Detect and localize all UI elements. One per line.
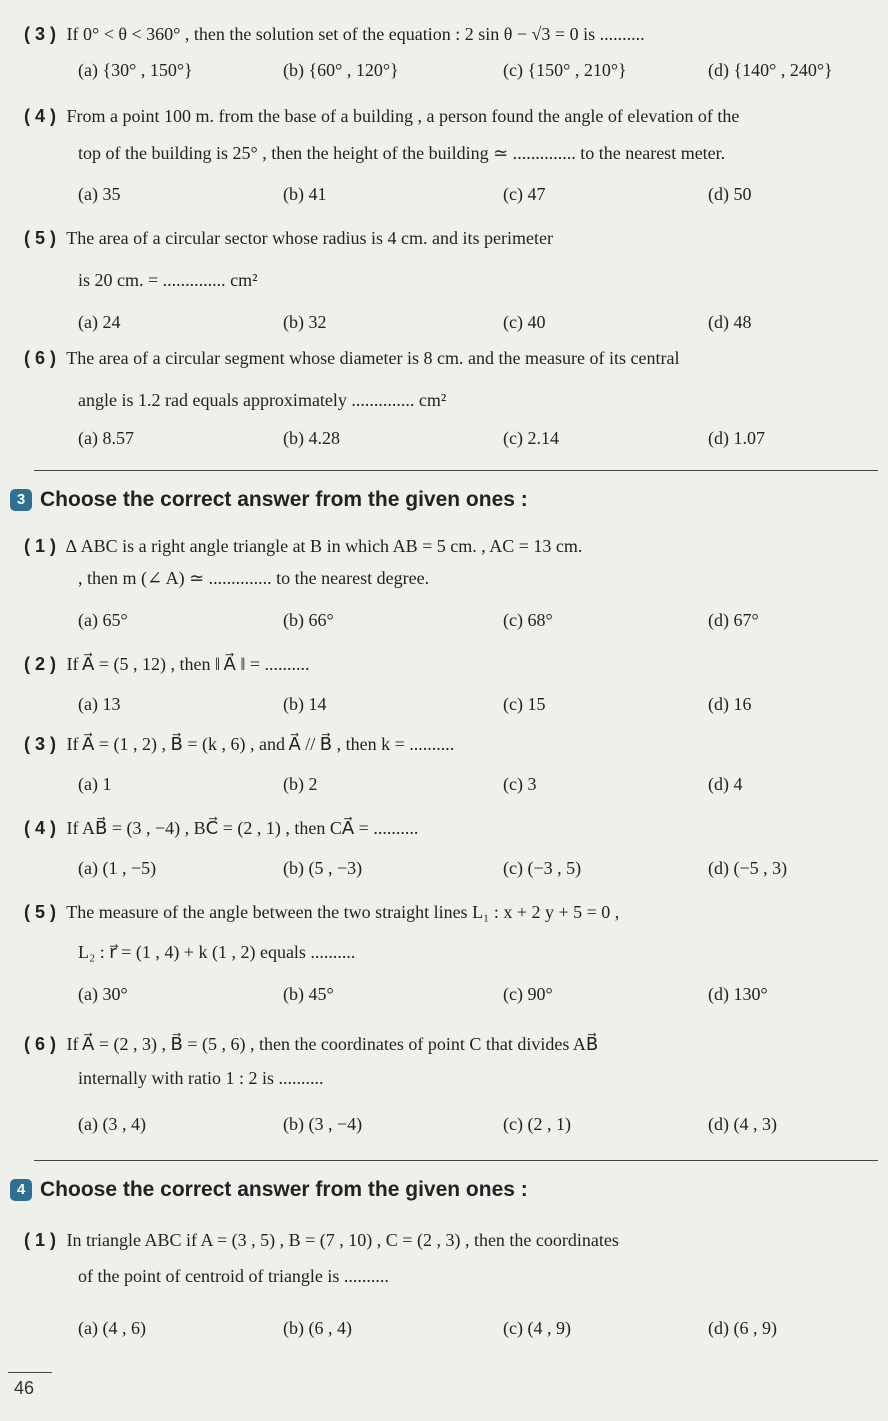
option-c[interactable]: (c) 47 [503,184,546,204]
option-c[interactable]: (c) (4 , 9) [503,1318,571,1338]
options-row [78,1114,878,1144]
option-a[interactable]: (a) {30° , 150°} [78,60,193,80]
section-badge: 3 [10,489,32,511]
s3-question-1 [24,528,884,564]
option-b[interactable]: (b) 66° [283,610,334,630]
question-number: ( 4 ) [24,106,57,126]
option-c[interactable]: (c) 2.14 [503,428,559,448]
question-text-continued: of the point of centroid of triangle is .......... [78,1266,389,1286]
question-text: In triangle ABC if A = (3 , 5) , B = (7 , 10) , C = (2 , 3) , then the coordinates [66,1230,619,1250]
option-a[interactable]: (a) 30° [78,984,128,1004]
option-c[interactable]: (c) (2 , 1) [503,1114,571,1134]
options-row [78,694,878,724]
s3-question-4 [24,810,884,846]
question-5 [24,220,884,256]
question-text-continued: angle is 1.2 rad equals approximately .............. cm² [78,390,447,410]
question-3 [24,16,884,52]
s4-question-1 [24,1222,884,1258]
question-4 [24,98,884,134]
option-c[interactable]: (c) 68° [503,610,553,630]
question-number: ( 2 ) [24,654,57,674]
question-number: ( 3 ) [24,24,57,44]
question-number: ( 5 ) [24,228,57,248]
section-badge: 4 [10,1179,32,1201]
question-text: If A⃗ = (5 , 12) , then ‖ A⃗ ‖ = .......... [66,654,310,674]
options-row [78,984,878,1014]
section-divider [34,1160,878,1161]
option-b[interactable]: (b) 4.28 [283,428,340,448]
question-text: If A⃗ = (2 , 3) , B⃗ = (5 , 6) , then the coordinates of point C that divides AB⃗ [66,1034,599,1054]
options-row [78,774,878,804]
question-text-continued: L₂ : r⃗ = (1 , 4) + k (1 , 2) equals .......... [78,942,356,962]
question-number: ( 6 ) [24,1034,57,1054]
page-number-rule [8,1372,52,1373]
options-row [78,428,878,458]
option-a[interactable]: (a) (4 , 6) [78,1318,146,1338]
option-c[interactable]: (c) (−3 , 5) [503,858,582,878]
question-text-continued: , then m (∠ A) ≃ .............. to the nearest degree. [78,568,430,588]
question-text-continued: top of the building is 25° , then the height of the building ≃ .............. to the nearest meter. [78,143,726,163]
option-b[interactable]: (b) 45° [283,984,334,1004]
option-d[interactable]: (d) 130° [708,984,768,1004]
option-b[interactable]: (b) 2 [283,774,318,794]
question-text: Δ ABC is a right angle triangle at B in which AB = 5 cm. , AC = 13 cm. [65,536,583,556]
options-row [78,184,878,214]
section-3-heading [10,488,528,512]
question-number: ( 6 ) [24,348,57,368]
s3-question-2 [24,646,884,682]
question-number: ( 3 ) [24,734,57,754]
question-number: ( 4 ) [24,818,57,838]
option-c[interactable]: (c) {150° , 210°} [503,60,627,80]
question-number: ( 1 ) [24,1230,57,1250]
option-c[interactable]: (c) 40 [503,312,546,332]
option-b[interactable]: (b) 41 [283,184,327,204]
option-a[interactable]: (a) 1 [78,774,112,794]
s3-question-3 [24,726,884,762]
option-d[interactable]: (d) 16 [708,694,752,714]
options-row [78,610,878,640]
options-row [78,312,878,342]
question-number: ( 1 ) [24,536,57,556]
question-text: The measure of the angle between the two straight lines L₁ : x + 2 y + 5 = 0 , [66,902,620,922]
option-a[interactable]: (a) 13 [78,694,121,714]
options-row [78,1318,878,1348]
question-text: If 0° < θ < 360° , then the solution set of the equation : 2 sin θ − √3 = 0 is .......... [66,24,645,44]
option-d[interactable]: (d) 67° [708,610,759,630]
option-a[interactable]: (a) (1 , −5) [78,858,157,878]
question-6 [24,340,884,376]
option-a[interactable]: (a) (3 , 4) [78,1114,146,1134]
question-text: The area of a circular segment whose diameter is 8 cm. and the measure of its central [66,348,680,368]
page-number: 46 [14,1378,35,1398]
question-text-continued: is 20 cm. = .............. cm² [78,270,258,290]
option-c[interactable]: (c) 90° [503,984,553,1004]
option-d[interactable]: (d) 50 [708,184,752,204]
option-c[interactable]: (c) 15 [503,694,546,714]
option-b[interactable]: (b) 32 [283,312,327,332]
option-b[interactable]: (b) (3 , −4) [283,1114,363,1134]
option-b[interactable]: (b) {60° , 120°} [283,60,399,80]
option-a[interactable]: (a) 65° [78,610,128,630]
option-d[interactable]: (d) 4 [708,774,743,794]
section-4-heading [10,1178,528,1202]
option-b[interactable]: (b) (6 , 4) [283,1318,352,1338]
options-row [78,60,878,90]
question-text: If AB⃗ = (3 , −4) , BC⃗ = (2 , 1) , then CA⃗ = .......... [66,818,419,838]
section-divider [34,470,878,471]
question-text-continued: internally with ratio 1 : 2 is .......... [78,1068,324,1088]
option-b[interactable]: (b) (5 , −3) [283,858,363,878]
option-d[interactable]: (d) (4 , 3) [708,1114,777,1134]
option-a[interactable]: (a) 8.57 [78,428,134,448]
option-c[interactable]: (c) 3 [503,774,537,794]
option-d[interactable]: (d) {140° , 240°} [708,60,833,80]
option-a[interactable]: (a) 24 [78,312,121,332]
option-d[interactable]: (d) (−5 , 3) [708,858,788,878]
option-a[interactable]: (a) 35 [78,184,121,204]
question-number: ( 5 ) [24,902,57,922]
s3-question-6 [24,1026,884,1062]
question-text: If A⃗ = (1 , 2) , B⃗ = (k , 6) , and A⃗ // B⃗ , then k = .......... [66,734,455,754]
option-d[interactable]: (d) 1.07 [708,428,765,448]
section-title: Choose the correct answer from the given ones : [40,1178,528,1201]
option-b[interactable]: (b) 14 [283,694,327,714]
section-title: Choose the correct answer from the given ones : [40,488,528,511]
s3-question-5 [24,894,884,930]
option-d[interactable]: (d) 48 [708,312,752,332]
question-text: The area of a circular sector whose radius is 4 cm. and its perimeter [66,228,554,248]
question-text: From a point 100 m. from the base of a building , a person found the angle of elevation of the [66,106,740,126]
option-d[interactable]: (d) (6 , 9) [708,1318,777,1338]
options-row [78,858,878,888]
